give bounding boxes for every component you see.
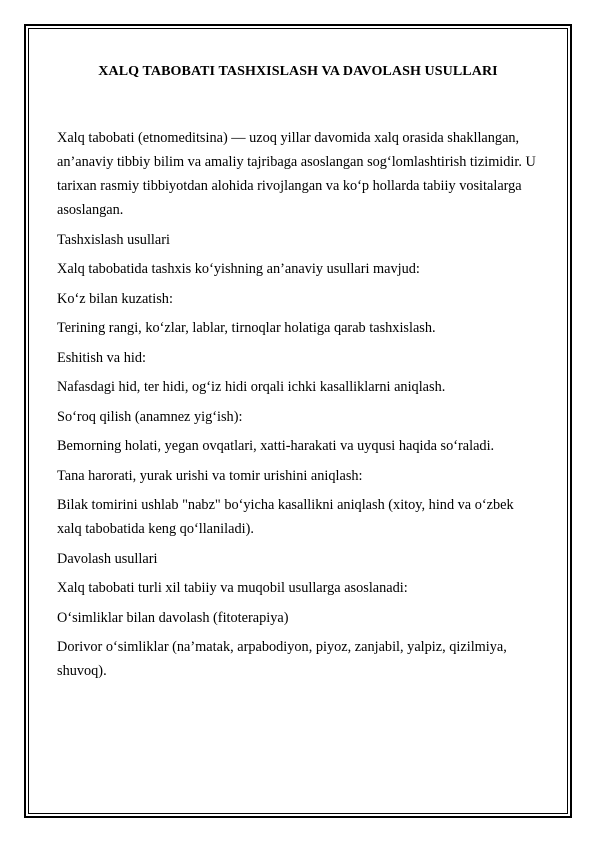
intro-paragraph: Xalq tabobati (etnomeditsina) — uzoq yillar davomida xalq orasida shakllangan, an’anaviy tibbiy bilim va amaliy tajribaga asoslangan sog‘lomlashtirish tizimidir. U tarixan rasmiy tibbiyotdan alohida rivojlangan va ko‘p hollarda tabiiy vositalarga asoslangan. — [57, 130, 536, 218]
paragraph: Dorivor o‘simliklar (na’matak, arpabodiyon, piyoz, zanjabil, yalpiz, qizilmiya, shuvoq). — [57, 639, 507, 679]
document-body — [57, 126, 537, 689]
subheading: Eshitish va hid: — [57, 349, 146, 366]
paragraph: Nafasdagi hid, ter hidi, og‘iz hidi orqali ichki kasalliklarni aniqlash. — [57, 379, 446, 395]
paragraph: Bemorning holati, yegan ovqatlari, xatti-harakati va uyqusi haqida so‘raladi. — [57, 438, 495, 454]
section-heading-treatment: Davolash usullari — [57, 550, 158, 567]
section-heading-diagnosis: Tashxislash usullari — [57, 231, 170, 248]
paragraph: Xalq tabobati turli xil tabiiy va muqobil usullarga asoslanadi: — [57, 580, 408, 596]
paragraph: Xalq tabobatida tashxis ko‘yishning an’anaviy usullari mavjud: — [57, 261, 420, 277]
subheading: So‘roq qilish (anamnez yig‘ish): — [57, 408, 243, 425]
page-title: XALQ TABOBATI TASHXISLASH VA DAVOLASH USULLARI — [98, 64, 498, 79]
paragraph: Terining rangi, ko‘zlar, lablar, tirnoqlar holatiga qarab tashxislash. — [57, 320, 436, 336]
subheading: O‘simliklar bilan davolash (fitoterapiya) — [57, 609, 289, 626]
subheading: Ko‘z bilan kuzatish: — [57, 290, 173, 307]
subheading: Tana harorati, yurak urishi va tomir urishini aniqlash: — [57, 467, 363, 484]
paragraph: Bilak tomirini ushlab "nabz" bo‘yicha kasallikni aniqlash (xitoy, hind va o‘zbek xalq tabobatida keng qo‘llaniladi). — [57, 497, 514, 537]
